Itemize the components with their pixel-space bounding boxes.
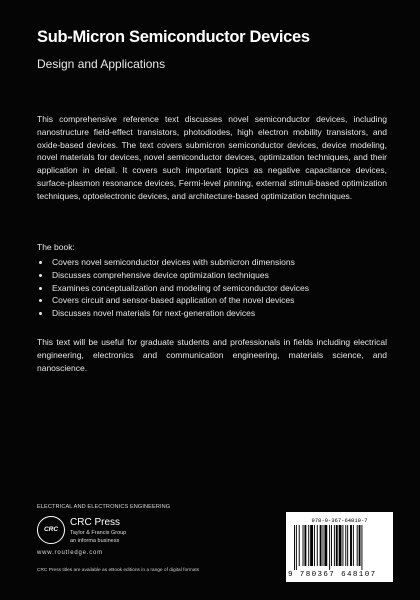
crc-logo: CRC xyxy=(37,516,65,544)
barcode-bar xyxy=(317,525,318,566)
barcode-bar xyxy=(314,525,315,566)
publisher-group: Taylor & Francis Group xyxy=(70,530,127,536)
series-label: ELECTRICAL AND ELECTRONICS ENGINEERING xyxy=(37,504,171,510)
feature-list xyxy=(37,256,387,320)
barcode-bar xyxy=(357,525,358,566)
barcode-panel xyxy=(286,512,393,582)
feature-item: Discusses novel materials for next-generation devices xyxy=(37,307,387,320)
publisher-info: an informa business xyxy=(70,538,120,544)
audience-paragraph: This text will be useful for graduate students and professionals in fields including electrical engineering, electronics and communication engineering, materials science, and nanoscience. xyxy=(37,337,387,373)
barcode-bar xyxy=(320,525,322,566)
feature-item: Covers circuit and sensor-based application of the novel devices xyxy=(37,294,387,307)
isbn-label: 978-0-367-64810-7 xyxy=(311,517,368,524)
barcode-bar xyxy=(345,525,346,566)
barcode-bar xyxy=(323,525,324,566)
barcode-bar xyxy=(296,525,297,570)
barcode-bar xyxy=(304,525,306,566)
description-paragraph: This comprehensive reference text discusses novel semiconductor devices, including nanostructure field-effect transistors, photodiodes, high electron mobility transistors, and oxide-based devices. The text covers submicron semiconductor devices, device modeling, novel materials for devices, novel semiconductor devices, optimization techniques, and their application in detail. It covers such important topics as negative capacitance devices, surface-plasmon resonance devices, Fermi-level pinning, external stimuli-based optimization techniques, optoelectronic devices, and architecture-based optimization techniques. xyxy=(37,114,387,201)
barcode-bar xyxy=(361,525,362,570)
barcode-number: 9 780367 648107 xyxy=(288,571,377,579)
feature-item: Covers novel semiconductor devices with submicron dimensions xyxy=(37,256,387,269)
feature-item: Examines conceptualization and modeling of semiconductor devices xyxy=(37,282,387,295)
barcode-bar xyxy=(359,525,361,566)
ebook-note: CRC Press titles are available as eBook editions in a range of digital formats xyxy=(37,568,200,573)
publisher-url: www.routledge.com xyxy=(37,550,103,556)
barcode-bar xyxy=(342,525,343,566)
barcode-bar xyxy=(324,525,327,566)
barcode-bar xyxy=(310,525,313,566)
book-title: Sub-Micron Semiconductor Devices xyxy=(37,28,310,46)
barcode-bar xyxy=(329,525,330,570)
barcode-bar xyxy=(347,525,348,566)
feature-item: Discusses comprehensive device optimization techniques xyxy=(37,269,387,282)
barcode-bar xyxy=(331,525,332,566)
book-lead: The book: xyxy=(37,242,75,252)
publisher-name: CRC Press xyxy=(70,517,121,528)
barcode-bar xyxy=(339,525,342,566)
barcode-bar xyxy=(334,525,335,566)
barcode-bar xyxy=(336,525,338,566)
barcode xyxy=(294,525,385,570)
barcode-bar xyxy=(294,525,295,570)
barcode-bar xyxy=(350,525,352,566)
barcode-bar xyxy=(303,525,304,566)
barcode-bar xyxy=(353,525,354,566)
barcode-bar xyxy=(308,525,309,566)
book-subtitle: Design and Applications xyxy=(37,57,166,71)
barcode-bar xyxy=(299,525,300,566)
